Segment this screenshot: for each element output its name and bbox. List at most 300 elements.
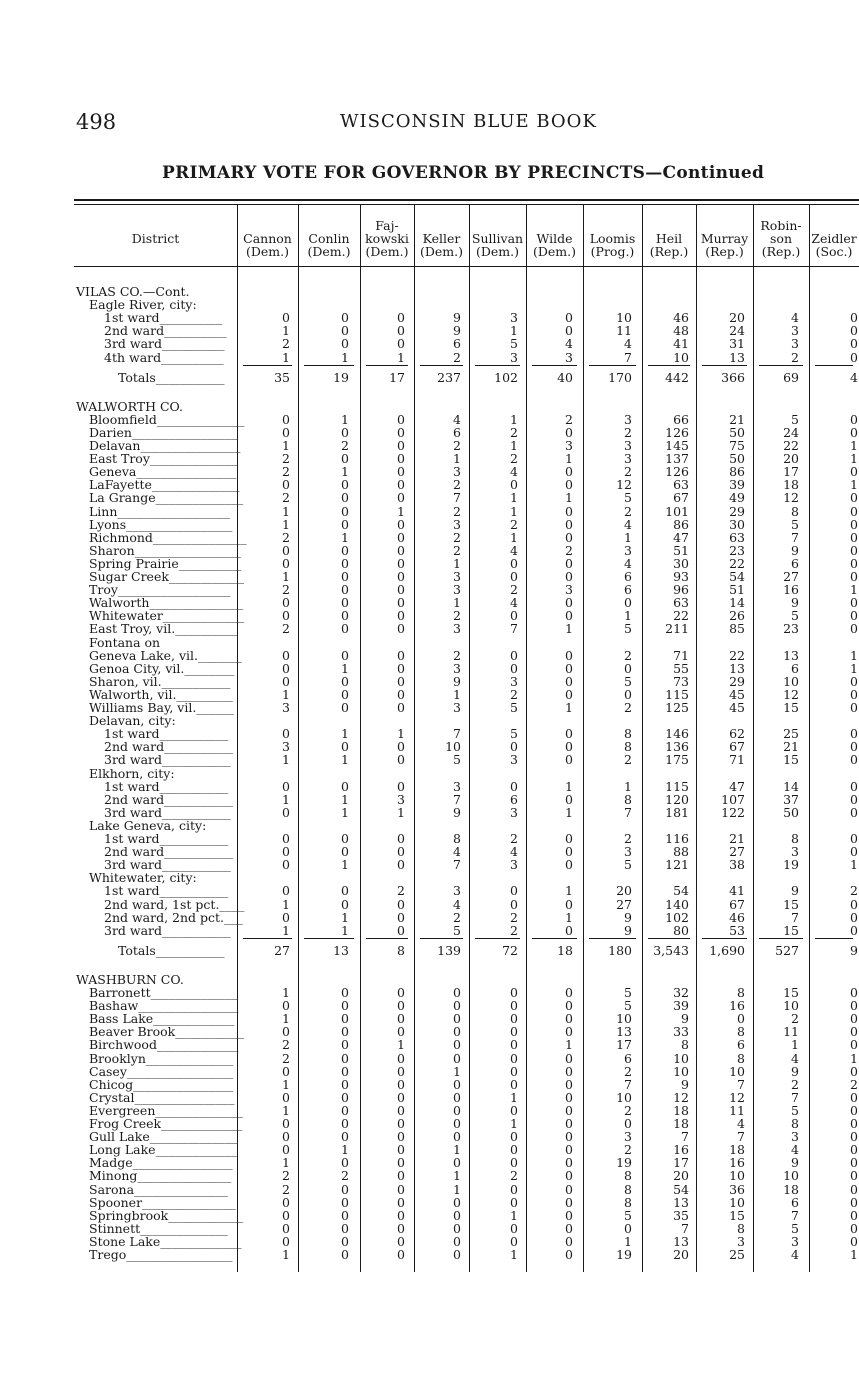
vote-cell-conlin: 0	[341, 1089, 349, 1105]
vote-cell-keller: 0	[453, 1102, 461, 1118]
vote-cell-conlin: 0	[341, 1129, 349, 1145]
vote-cell-loomis: 3	[624, 411, 632, 427]
vote-cell-keller: 2	[453, 349, 461, 365]
vote-cell-conlin: 0	[341, 336, 349, 352]
vote-cell-fajkowski: 0	[397, 1181, 405, 1197]
leader-dots: _____________	[155, 1142, 237, 1158]
vote-cell-sullivan: 5	[510, 726, 518, 742]
vote-cell-heil: 35	[673, 1207, 689, 1223]
district-name: Geneva	[89, 464, 137, 480]
vote-cell-robinson: 22	[783, 438, 799, 453]
vote-cell-keller: 1	[453, 595, 461, 611]
vote-cell-murray: 38	[729, 857, 745, 873]
vote-cell-robinson: 50	[783, 804, 799, 820]
vote-cell-fajkowski: 0	[397, 336, 405, 352]
vote-cell-cannon: 2	[282, 1181, 290, 1197]
county-heading: VILAS CO.—Cont.	[76, 284, 190, 299]
vote-cell-loomis: 8	[624, 1168, 632, 1184]
vote-cell-cannon: 0	[282, 647, 290, 663]
vote-cell-zeidler: 0	[850, 1024, 858, 1040]
district-name: 2nd ward	[104, 323, 165, 339]
vote-cell-cannon: 0	[282, 1129, 290, 1145]
vote-cell-conlin: 0	[341, 477, 349, 493]
vote-cell-loomis: 8	[624, 1194, 632, 1210]
vote-cell-keller: 1	[453, 1181, 461, 1197]
vote-cell-murray: 7	[737, 1129, 745, 1145]
vote-cell-murray: 29	[729, 673, 745, 689]
vote-cell-loomis: 6	[624, 582, 632, 598]
district-name: Linn	[89, 503, 118, 519]
vote-cell-wilde: 0	[565, 1102, 573, 1118]
district-name: 2nd ward	[104, 791, 165, 807]
vote-cell-loomis: 5	[624, 985, 632, 1000]
district-group-label: Fontana on	[89, 634, 161, 650]
vote-cell-heil: 181	[665, 804, 689, 820]
vote-cell-murray: 46	[729, 909, 745, 925]
vote-cell-wilde: 1	[565, 1037, 573, 1053]
vote-cell-robinson: 16	[783, 582, 799, 598]
vote-cell-robinson: 9	[791, 1063, 799, 1079]
vote-cell-fajkowski: 0	[397, 896, 405, 912]
vote-cell-wilde: 0	[565, 998, 573, 1014]
vote-cell-robinson: 7	[791, 529, 799, 545]
vote-cell-wilde: 0	[565, 529, 573, 545]
vote-cell-sullivan: 2	[510, 831, 518, 846]
vote-cell-loomis: 10	[616, 1011, 632, 1027]
vote-cell-heil: 41	[673, 336, 689, 352]
leader-dots: _________________	[126, 1063, 234, 1079]
vote-cell-wilde: 0	[565, 1024, 573, 1040]
vote-cell-cannon: 0	[282, 909, 290, 925]
vote-cell-sullivan: 4	[510, 595, 518, 611]
vote-cell-keller: 7	[453, 490, 461, 506]
leader-dots: ____________	[168, 569, 244, 584]
vote-cell-wilde: 0	[565, 569, 573, 584]
district-name: Casey	[89, 1063, 127, 1079]
vote-cell-zeidler: 1	[850, 477, 858, 493]
leader-dots: _________________	[126, 1247, 233, 1262]
vote-cell-zeidler: 1	[850, 1247, 858, 1262]
vote-cell-heil: 55	[673, 660, 689, 676]
leader-dots: _________________	[134, 542, 241, 558]
vote-cell-cannon: 2	[282, 1050, 290, 1066]
totals-rule	[243, 365, 292, 366]
vote-cell-wilde: 0	[565, 1050, 573, 1066]
county-heading: WASHBURN CO.	[76, 971, 184, 987]
totals-cell-cannon: 27	[274, 942, 290, 958]
vote-cell-sullivan: 0	[510, 477, 518, 493]
totals-cell-zeidler: 9	[850, 942, 858, 958]
leader-dots: ____	[219, 896, 245, 912]
vote-cell-loomis: 1	[624, 778, 632, 794]
vote-cell-sullivan: 0	[510, 739, 518, 755]
vote-cell-fajkowski: 0	[397, 516, 405, 532]
column-header-heil: Heil (Rep.)	[649, 231, 689, 259]
vote-cell-cannon: 0	[282, 673, 290, 689]
vote-cell-heil: 96	[673, 582, 689, 598]
vote-cell-loomis: 0	[624, 660, 632, 676]
district-name: Barronett	[89, 985, 151, 1000]
leader-dots: ________________	[138, 998, 239, 1014]
vote-cell-wilde: 0	[565, 1181, 573, 1197]
leader-dots: _________	[176, 686, 233, 702]
vote-cell-fajkowski: 0	[397, 922, 405, 938]
vote-cell-sullivan: 0	[510, 1076, 518, 1092]
vote-cell-zeidler: 0	[850, 490, 858, 506]
vote-cell-loomis: 7	[624, 1076, 632, 1092]
vote-cell-keller: 3	[453, 464, 461, 480]
leader-dots: ________________	[133, 1076, 234, 1092]
vote-cell-keller: 1	[453, 686, 461, 702]
totals-rule	[702, 365, 747, 366]
vote-cell-loomis: 6	[624, 1050, 632, 1066]
vote-cell-robinson: 24	[783, 424, 799, 440]
vote-cell-wilde: 0	[565, 595, 573, 611]
vote-cell-murray: 86	[729, 464, 745, 480]
vote-cell-loomis: 0	[624, 686, 632, 702]
column-header-wilde: Wilde (Dem.)	[533, 231, 576, 259]
vote-cell-zeidler: 0	[850, 1194, 858, 1210]
column-header-zeidler: Zeidler (Soc.)	[811, 231, 857, 259]
vote-cell-wilde: 0	[565, 1168, 573, 1184]
vote-cell-fajkowski: 0	[397, 595, 405, 611]
vote-cell-heil: 93	[673, 569, 689, 584]
vote-cell-wilde: 0	[565, 857, 573, 873]
vote-cell-robinson: 10	[783, 1168, 799, 1184]
vote-cell-keller: 7	[453, 791, 461, 807]
vote-cell-murray: 67	[729, 739, 745, 755]
vote-cell-cannon: 0	[282, 608, 290, 624]
vote-cell-cannon: 0	[282, 1024, 290, 1040]
vote-cell-zeidler: 0	[850, 1011, 858, 1027]
totals-rule	[759, 938, 803, 939]
vote-cell-keller: 3	[453, 700, 461, 715]
vote-cell-robinson: 12	[783, 686, 799, 702]
vote-cell-loomis: 11	[616, 323, 632, 339]
vote-cell-murray: 36	[729, 1181, 745, 1197]
column-header-loomis: Loomis (Prog.)	[589, 231, 636, 259]
vote-cell-murray: 29	[729, 503, 745, 519]
vote-cell-wilde: 0	[565, 1076, 573, 1092]
vote-cell-cannon: 1	[282, 1247, 290, 1262]
vote-cell-heil: 102	[665, 909, 689, 925]
vote-cell-wilde: 1	[565, 700, 573, 715]
vote-cell-murray: 24	[729, 323, 745, 339]
vote-cell-zeidler: 0	[850, 1207, 858, 1223]
vote-cell-robinson: 2	[791, 1011, 799, 1027]
vote-cell-wilde: 0	[565, 424, 573, 440]
vote-cell-fajkowski: 0	[397, 752, 405, 768]
vote-cell-fajkowski: 0	[397, 660, 405, 676]
vote-cell-murray: 107	[721, 791, 745, 807]
vote-cell-cannon: 1	[282, 896, 290, 912]
vote-cell-zeidler: 1	[850, 1050, 858, 1066]
totals-cell-robinson: 527	[775, 942, 799, 958]
district-name: Bloomfield	[89, 411, 157, 427]
vote-cell-cannon: 1	[282, 323, 290, 339]
district-name: 4th ward	[104, 349, 162, 365]
vote-cell-conlin: 1	[341, 804, 349, 820]
vote-cell-cannon: 1	[282, 569, 290, 584]
vote-cell-robinson: 4	[791, 310, 799, 326]
vote-cell-keller: 10	[445, 739, 461, 755]
district-name: Stone Lake	[89, 1233, 161, 1249]
vote-cell-conlin: 0	[341, 424, 349, 440]
vote-cell-wilde: 1	[565, 490, 573, 506]
vote-cell-sullivan: 4	[510, 542, 518, 558]
district-name: Chicog	[89, 1076, 134, 1092]
vote-cell-zeidler: 0	[850, 569, 858, 584]
vote-cell-heil: 125	[665, 700, 689, 715]
vote-cell-keller: 0	[453, 1037, 461, 1053]
vote-cell-heil: 126	[665, 424, 689, 440]
vote-cell-loomis: 5	[624, 998, 632, 1014]
vote-cell-robinson: 9	[791, 595, 799, 611]
vote-cell-fajkowski: 0	[397, 1089, 405, 1105]
vote-cell-conlin: 0	[341, 1207, 349, 1223]
vote-cell-robinson: 15	[783, 700, 799, 715]
vote-cell-cannon: 1	[282, 503, 290, 519]
vote-cell-sullivan: 0	[510, 1233, 518, 1249]
vote-cell-zeidler: 0	[850, 503, 858, 519]
vote-cell-sullivan: 0	[510, 985, 518, 1000]
vote-cell-zeidler: 0	[850, 555, 858, 571]
vote-cell-sullivan: 0	[510, 1194, 518, 1210]
vote-cell-cannon: 1	[282, 1011, 290, 1027]
vote-cell-keller: 2	[453, 608, 461, 624]
vote-cell-fajkowski: 0	[397, 621, 405, 637]
vote-cell-heil: 115	[665, 778, 689, 794]
district-name: 3rd ward	[104, 336, 163, 352]
vote-cell-robinson: 10	[783, 673, 799, 689]
totals-cell-heil: 442	[665, 369, 689, 385]
vote-cell-cannon: 0	[282, 804, 290, 820]
vote-cell-heil: 63	[673, 477, 689, 493]
vote-cell-fajkowski: 0	[397, 647, 405, 663]
district-name: 1st ward	[104, 831, 160, 846]
vote-cell-cannon: 1	[282, 516, 290, 532]
vote-cell-fajkowski: 0	[397, 1116, 405, 1131]
vote-cell-fajkowski: 0	[397, 1207, 405, 1223]
vote-cell-robinson: 17	[783, 464, 799, 480]
vote-cell-cannon: 1	[282, 1076, 290, 1092]
vote-cell-fajkowski: 0	[397, 542, 405, 558]
leader-dots: ___________	[175, 1024, 244, 1040]
leader-dots: ___________	[162, 857, 231, 873]
vote-cell-fajkowski: 0	[397, 1247, 405, 1262]
vote-cell-fajkowski: 3	[397, 791, 405, 807]
vote-cell-cannon: 2	[282, 621, 290, 637]
vote-cell-sullivan: 0	[510, 1050, 518, 1066]
vote-cell-zeidler: 0	[850, 922, 858, 938]
vote-cell-fajkowski: 0	[397, 1076, 405, 1092]
vote-cell-keller: 5	[453, 922, 461, 938]
vote-cell-loomis: 2	[624, 503, 632, 519]
vote-cell-conlin: 1	[341, 529, 349, 545]
vote-cell-keller: 2	[453, 647, 461, 663]
vote-cell-keller: 0	[453, 1194, 461, 1210]
vote-cell-conlin: 0	[341, 673, 349, 689]
totals-rule	[759, 365, 803, 366]
vote-cell-zeidler: 0	[850, 542, 858, 558]
vote-cell-cannon: 1	[282, 1155, 290, 1171]
vote-cell-sullivan: 3	[510, 857, 518, 873]
vote-cell-robinson: 15	[783, 896, 799, 912]
totals-text: Totals	[118, 369, 156, 385]
vote-cell-sullivan: 0	[510, 778, 518, 794]
leader-dots: ______________	[156, 411, 245, 427]
vote-cell-wilde: 0	[565, 1063, 573, 1079]
vote-cell-keller: 7	[453, 857, 461, 873]
vote-cell-robinson: 5	[791, 608, 799, 624]
vote-cell-loomis: 19	[616, 1155, 632, 1171]
district-name: 2nd ward, 1st pct.	[104, 896, 220, 912]
vote-cell-heil: 101	[665, 503, 689, 519]
vote-cell-fajkowski: 0	[397, 844, 405, 860]
vote-cell-cannon: 0	[282, 1116, 290, 1131]
vote-cell-wilde: 3	[565, 582, 573, 598]
vote-cell-wilde: 0	[565, 503, 573, 519]
totals-rule	[243, 938, 292, 939]
vote-cell-keller: 9	[453, 323, 461, 339]
leader-dots: __________________	[117, 503, 230, 519]
vote-cell-fajkowski: 0	[397, 451, 405, 467]
vote-cell-robinson: 12	[783, 490, 799, 506]
district-name: Delavan	[89, 438, 141, 453]
vote-cell-murray: 23	[729, 542, 745, 558]
vote-cell-cannon: 0	[282, 844, 290, 860]
vote-cell-conlin: 0	[341, 896, 349, 912]
district-name: Crystal	[89, 1089, 135, 1105]
totals-cell-fajkowski: 8	[397, 942, 405, 958]
district-name: Springbrook	[89, 1207, 169, 1223]
vote-cell-keller: 0	[453, 1220, 461, 1236]
vote-cell-heil: 80	[673, 922, 689, 938]
vote-cell-wilde: 0	[565, 844, 573, 860]
vote-cell-murray: 39	[729, 477, 745, 493]
leader-dots: ________________	[132, 1155, 233, 1171]
vote-cell-heil: 136	[665, 739, 689, 755]
vote-cell-cannon: 1	[282, 752, 290, 768]
totals-rule	[589, 938, 636, 939]
vote-cell-murray: 75	[729, 438, 745, 453]
vote-cell-wilde: 0	[565, 555, 573, 571]
vote-cell-heil: 20	[673, 1247, 689, 1262]
vote-cell-keller: 6	[453, 424, 461, 440]
vote-cell-zeidler: 0	[850, 726, 858, 742]
vote-cell-sullivan: 1	[510, 490, 518, 506]
vote-cell-keller: 1	[453, 1063, 461, 1079]
vote-cell-cannon: 2	[282, 582, 290, 598]
district-group-label: Lake Geneva, city:	[89, 817, 207, 833]
vote-cell-murray: 21	[729, 831, 745, 846]
vote-cell-keller: 5	[453, 752, 461, 768]
vote-cell-cannon: 0	[282, 1220, 290, 1236]
leader-dots: ___________	[159, 726, 229, 742]
vote-cell-murray: 67	[729, 896, 745, 912]
vote-cell-sullivan: 0	[510, 1155, 518, 1171]
district-name: 1st ward	[104, 310, 160, 326]
vote-cell-murray: 8	[737, 985, 745, 1000]
vote-cell-conlin: 0	[341, 1037, 349, 1053]
vote-cell-murray: 45	[729, 700, 745, 715]
vote-cell-cannon: 0	[282, 883, 290, 899]
vote-cell-zeidler: 1	[850, 582, 858, 598]
vote-cell-loomis: 27	[616, 896, 632, 912]
vote-cell-keller: 2	[453, 529, 461, 545]
column-header-robinson: Robin- son (Rep.)	[760, 218, 802, 259]
vote-cell-wilde: 1	[565, 883, 573, 899]
vote-cell-sullivan: 3	[510, 349, 518, 365]
vote-cell-fajkowski: 0	[397, 1129, 405, 1145]
vote-cell-wilde: 0	[565, 608, 573, 624]
vote-cell-wilde: 0	[565, 985, 573, 1000]
vote-cell-cannon: 0	[282, 726, 290, 742]
vote-cell-heil: 51	[673, 542, 689, 558]
vote-cell-zeidler: 0	[850, 1181, 858, 1197]
vote-cell-murray: 8	[737, 1220, 745, 1236]
vote-cell-keller: 0	[453, 1247, 461, 1262]
leader-dots: ______	[196, 700, 234, 715]
leader-dots: ______________	[155, 1102, 243, 1118]
county-heading: WALWORTH CO.	[76, 398, 184, 414]
vote-cell-sullivan: 0	[510, 647, 518, 663]
district-name: East Troy, vil.	[89, 621, 176, 637]
vote-cell-fajkowski: 0	[397, 438, 405, 453]
leader-dots: ______________	[140, 1220, 228, 1236]
header-rule	[74, 266, 859, 267]
vote-cell-loomis: 9	[624, 909, 632, 925]
vote-cell-conlin: 0	[341, 844, 349, 860]
leader-dots: __________	[161, 349, 224, 365]
vote-cell-wilde: 0	[565, 323, 573, 339]
vote-cell-wilde: 4	[565, 336, 573, 352]
leader-dots: ________________	[140, 438, 241, 453]
leader-dots: ___________	[162, 804, 231, 820]
leader-dots: ___________	[159, 778, 229, 794]
vote-cell-sullivan: 0	[510, 608, 518, 624]
totals-cell-heil: 3,543	[653, 942, 689, 958]
vote-cell-loomis: 2	[624, 647, 632, 663]
vote-cell-murray: 21	[729, 411, 745, 427]
vote-cell-heil: 211	[665, 621, 689, 637]
district-name: La Grange	[89, 490, 156, 506]
column-header-murray: Murray (Rep.)	[700, 231, 749, 259]
vote-cell-murray: 16	[729, 998, 745, 1014]
vote-cell-loomis: 3	[624, 542, 632, 558]
vote-cell-cannon: 2	[282, 490, 290, 506]
leader-dots: ___________	[155, 942, 225, 958]
vote-cell-zeidler: 0	[850, 464, 858, 480]
district-name: Evergreen	[89, 1102, 156, 1118]
vote-cell-robinson: 25	[783, 726, 799, 742]
vote-cell-sullivan: 2	[510, 686, 518, 702]
vote-cell-heil: 126	[665, 464, 689, 480]
leader-dots: __________	[159, 310, 222, 326]
district-name: East Troy	[89, 451, 150, 467]
vote-cell-murray: 50	[729, 424, 745, 440]
vote-cell-loomis: 7	[624, 349, 632, 365]
leader-dots: ________	[184, 660, 235, 676]
vote-cell-heil: 39	[673, 998, 689, 1014]
vote-cell-loomis: 1	[624, 608, 632, 624]
vote-cell-keller: 1	[453, 1142, 461, 1158]
vote-cell-wilde: 3	[565, 438, 573, 453]
vote-cell-zeidler: 0	[850, 1129, 858, 1145]
vote-cell-heil: 146	[665, 726, 689, 742]
vote-cell-murray: 63	[729, 529, 745, 545]
page-number: 498	[76, 110, 117, 134]
